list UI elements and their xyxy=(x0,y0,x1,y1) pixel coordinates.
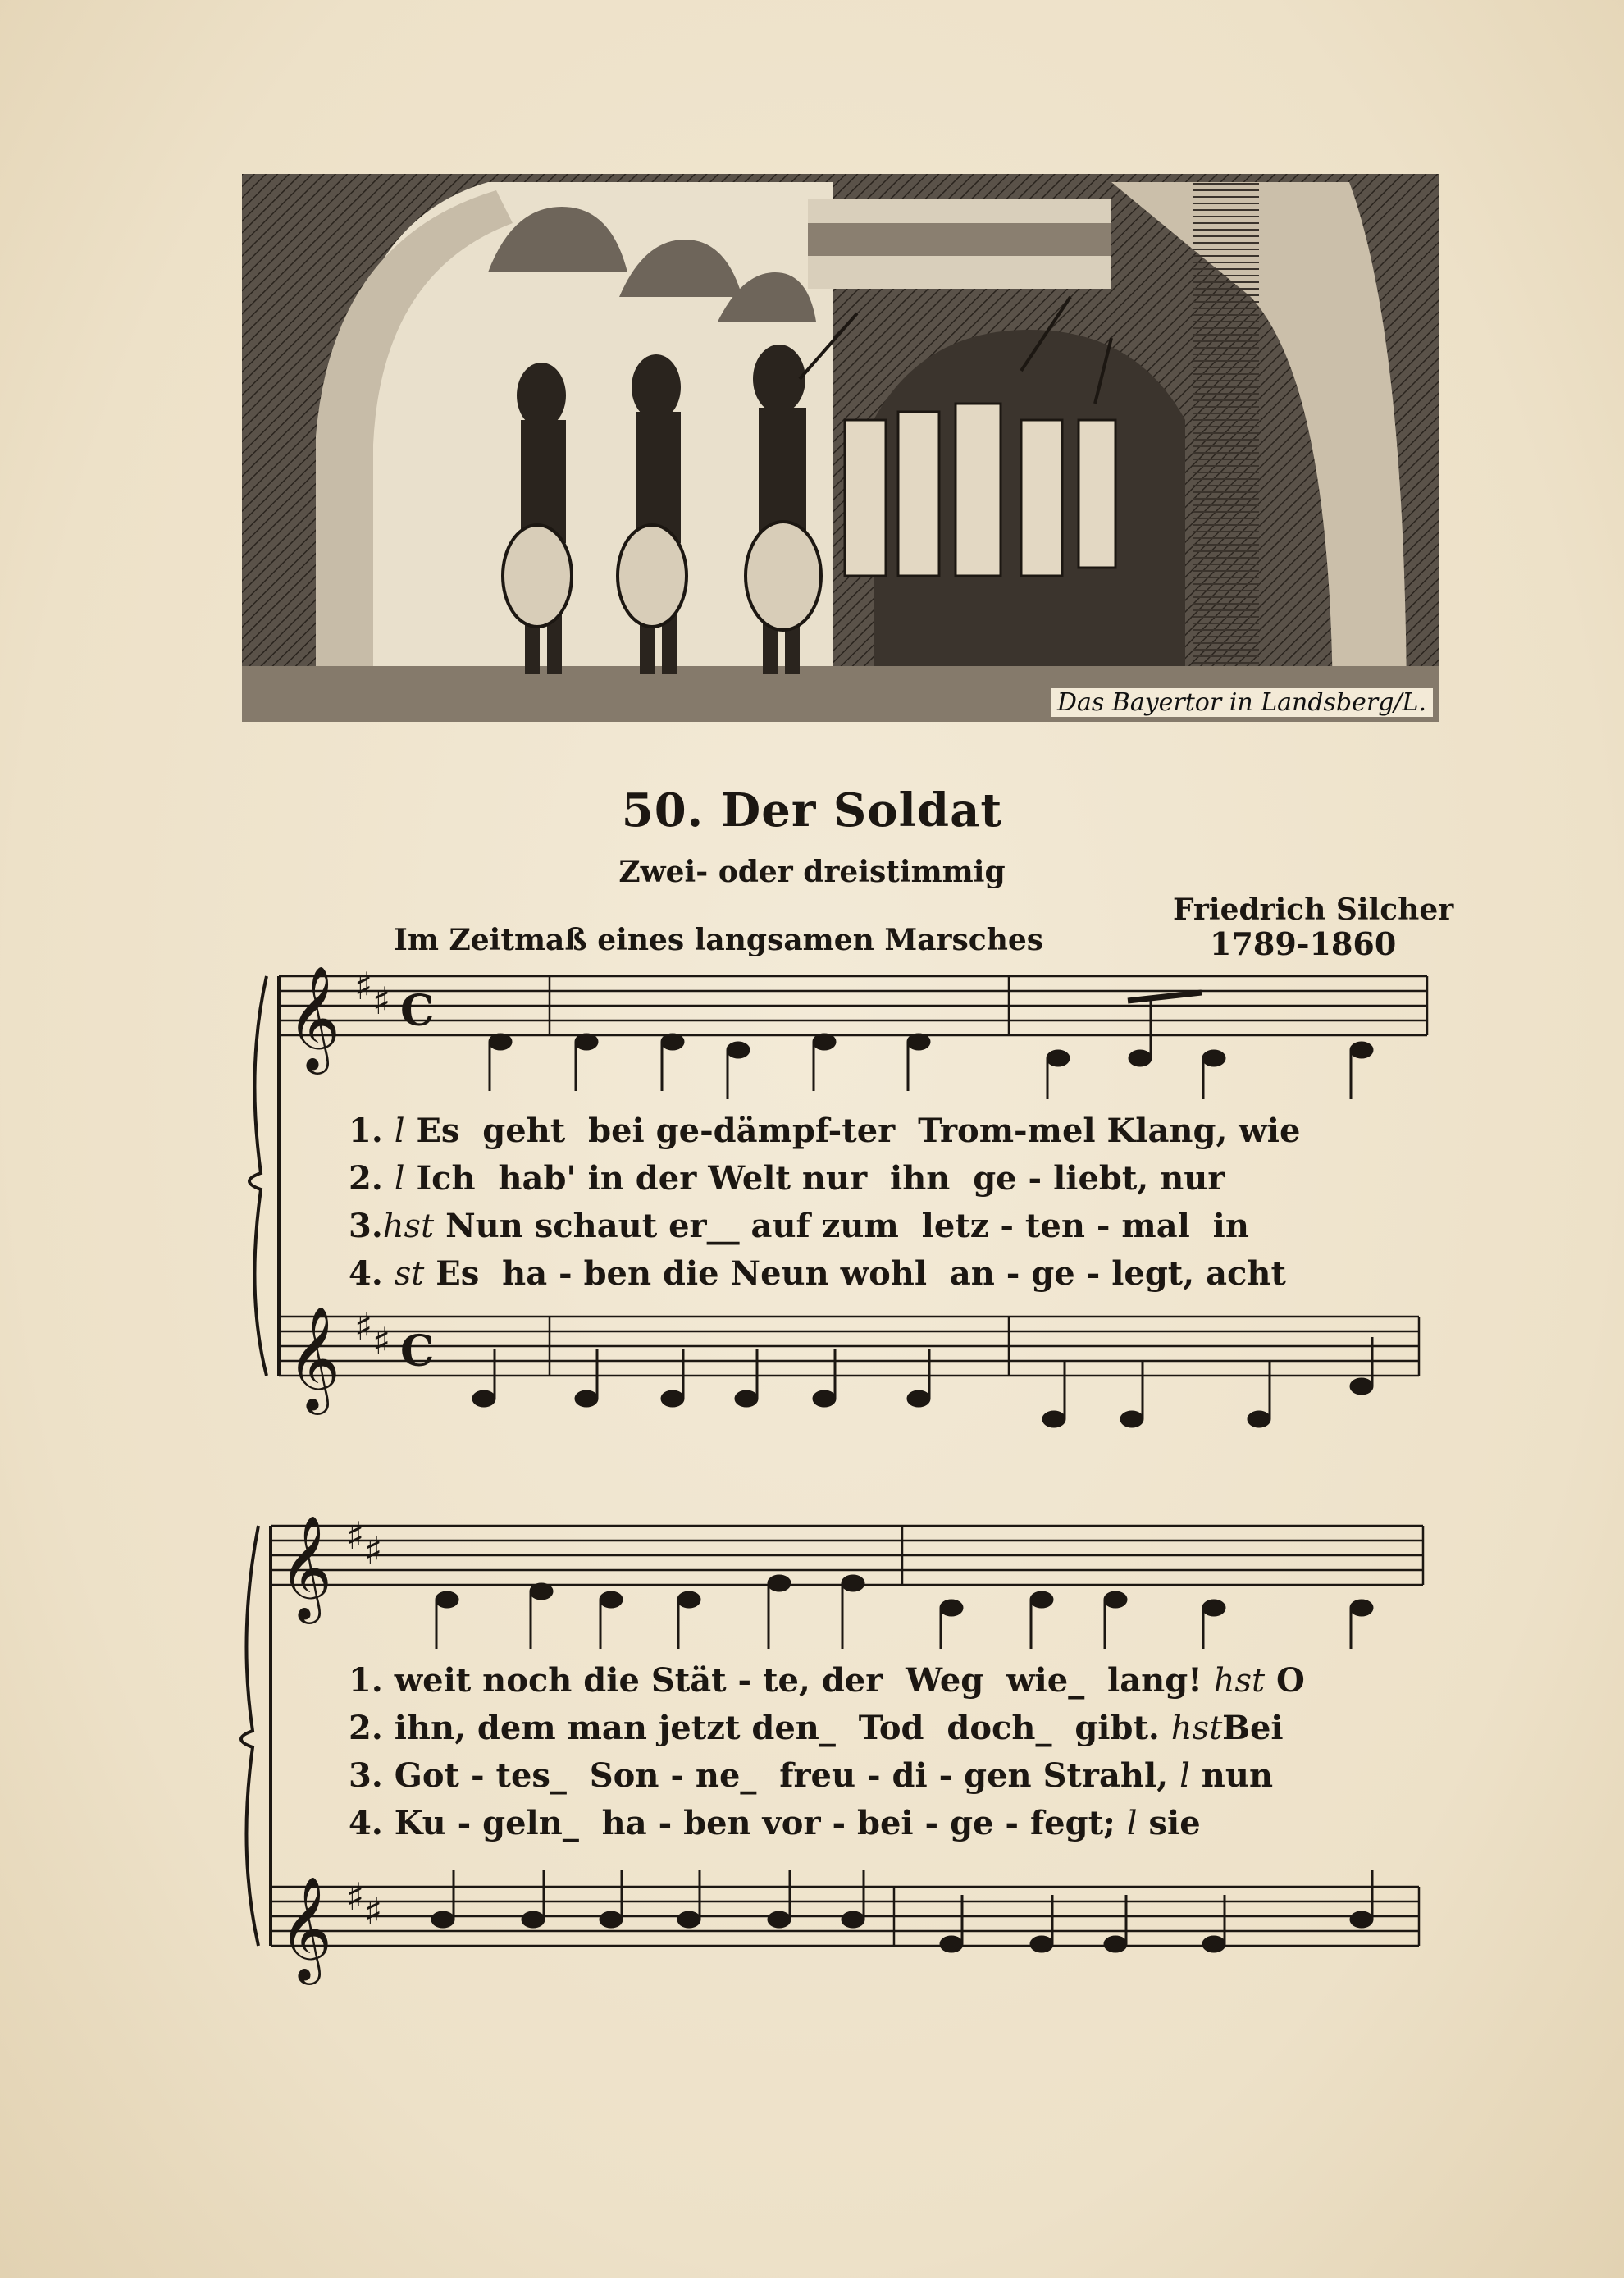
svg-text:♯: ♯ xyxy=(354,1304,373,1349)
verse-number: 2. xyxy=(349,1709,383,1747)
lyric-line-verse4 xyxy=(349,1800,1415,1847)
svg-text:𝄞: 𝄞 xyxy=(279,1875,333,1980)
lyric-line-verse2 xyxy=(349,1705,1415,1752)
svg-text:♯: ♯ xyxy=(346,1513,365,1558)
verse-number: 2. xyxy=(349,1159,383,1198)
verse-number: 4. xyxy=(349,1804,383,1842)
svg-text:♯: ♯ xyxy=(372,979,391,1023)
dynamic-marking: l xyxy=(394,1160,405,1198)
svg-text:C: C xyxy=(400,1326,435,1376)
lyric-text: Es geht bei ge-dämpf-ter Trom-mel Klang, wie xyxy=(416,1112,1301,1150)
verse-number: 3. xyxy=(349,1207,383,1245)
lyrics-system1 xyxy=(349,1107,1415,1298)
lyric-line-verse1 xyxy=(349,1657,1415,1705)
verse-number: 3. xyxy=(349,1756,383,1795)
song-title: 50. Der Soldat xyxy=(621,783,1003,838)
lyric-text-tail: Bei xyxy=(1222,1709,1284,1747)
lyric-text: ihn, dem man jetzt den_ Tod doch_ gibt. xyxy=(394,1709,1160,1747)
lyric-text: weit noch die Stät - te, der Weg wie_ lang! xyxy=(394,1661,1202,1700)
dynamic-marking: hst xyxy=(382,1207,435,1245)
lyric-text: Got - tes_ Son - ne_ freu - di - gen Strahl, xyxy=(394,1756,1169,1795)
verse-number: 4. xyxy=(349,1254,383,1293)
illustration-caption: Das Bayertor in Landsberg/L. xyxy=(1051,688,1433,717)
lyric-text-tail: O xyxy=(1276,1661,1305,1700)
staff-system1-lower xyxy=(279,1317,1419,1376)
composer-name: Friedrich Silcher xyxy=(1173,892,1454,927)
lyric-line-verse2 xyxy=(349,1155,1415,1203)
lyric-line-verse3 xyxy=(349,1752,1415,1800)
lyric-text: Nun schaut er__ auf zum letz - ten - mal in xyxy=(445,1207,1249,1245)
svg-text:♯: ♯ xyxy=(364,1889,383,1933)
lyric-line-verse3 xyxy=(349,1203,1415,1250)
svg-text:C: C xyxy=(400,986,435,1036)
song-subtitle: Zwei- oder dreistimmig xyxy=(618,855,1006,889)
dynamic-marking: st xyxy=(394,1255,425,1293)
lyric-line-verse1 xyxy=(349,1107,1415,1155)
svg-text:♯: ♯ xyxy=(372,1319,391,1363)
lyric-text: Ku - geln_ ha - ben vor - bei - ge - fegt; xyxy=(394,1804,1115,1842)
lyric-text-tail: nun xyxy=(1201,1756,1274,1795)
svg-text:♯: ♯ xyxy=(364,1528,383,1573)
svg-text:♯: ♯ xyxy=(354,964,373,1008)
lyric-text: Ich hab' in der Welt nur ihn ge - liebt, nur xyxy=(416,1159,1225,1198)
verse-number: 1. xyxy=(349,1661,383,1700)
dynamic-marking: l xyxy=(394,1112,405,1150)
lyric-text: Es ha - ben die Neun wohl an - ge - legt, acht xyxy=(436,1254,1286,1293)
tempo-marking: Im Zeitmaß eines langsamen Marsches xyxy=(394,923,1044,957)
composer-years: 1789-1860 xyxy=(1210,925,1397,962)
verse-number: 1. xyxy=(349,1112,383,1150)
svg-text:𝄞: 𝄞 xyxy=(287,965,341,1070)
dynamic-marking: hst xyxy=(1170,1710,1223,1747)
lyrics-system2 xyxy=(349,1657,1415,1847)
svg-text:♯: ♯ xyxy=(346,1874,365,1919)
dynamic-marking: l xyxy=(1126,1805,1138,1842)
staff-system1-upper xyxy=(279,976,1427,1035)
lyric-text-tail: sie xyxy=(1148,1804,1201,1842)
svg-text:𝄞: 𝄞 xyxy=(279,1514,333,1619)
lyric-line-verse4 xyxy=(349,1250,1415,1298)
dynamic-marking: l xyxy=(1179,1757,1190,1795)
dynamic-marking: hst xyxy=(1213,1662,1266,1700)
svg-text:𝄞: 𝄞 xyxy=(287,1305,341,1410)
